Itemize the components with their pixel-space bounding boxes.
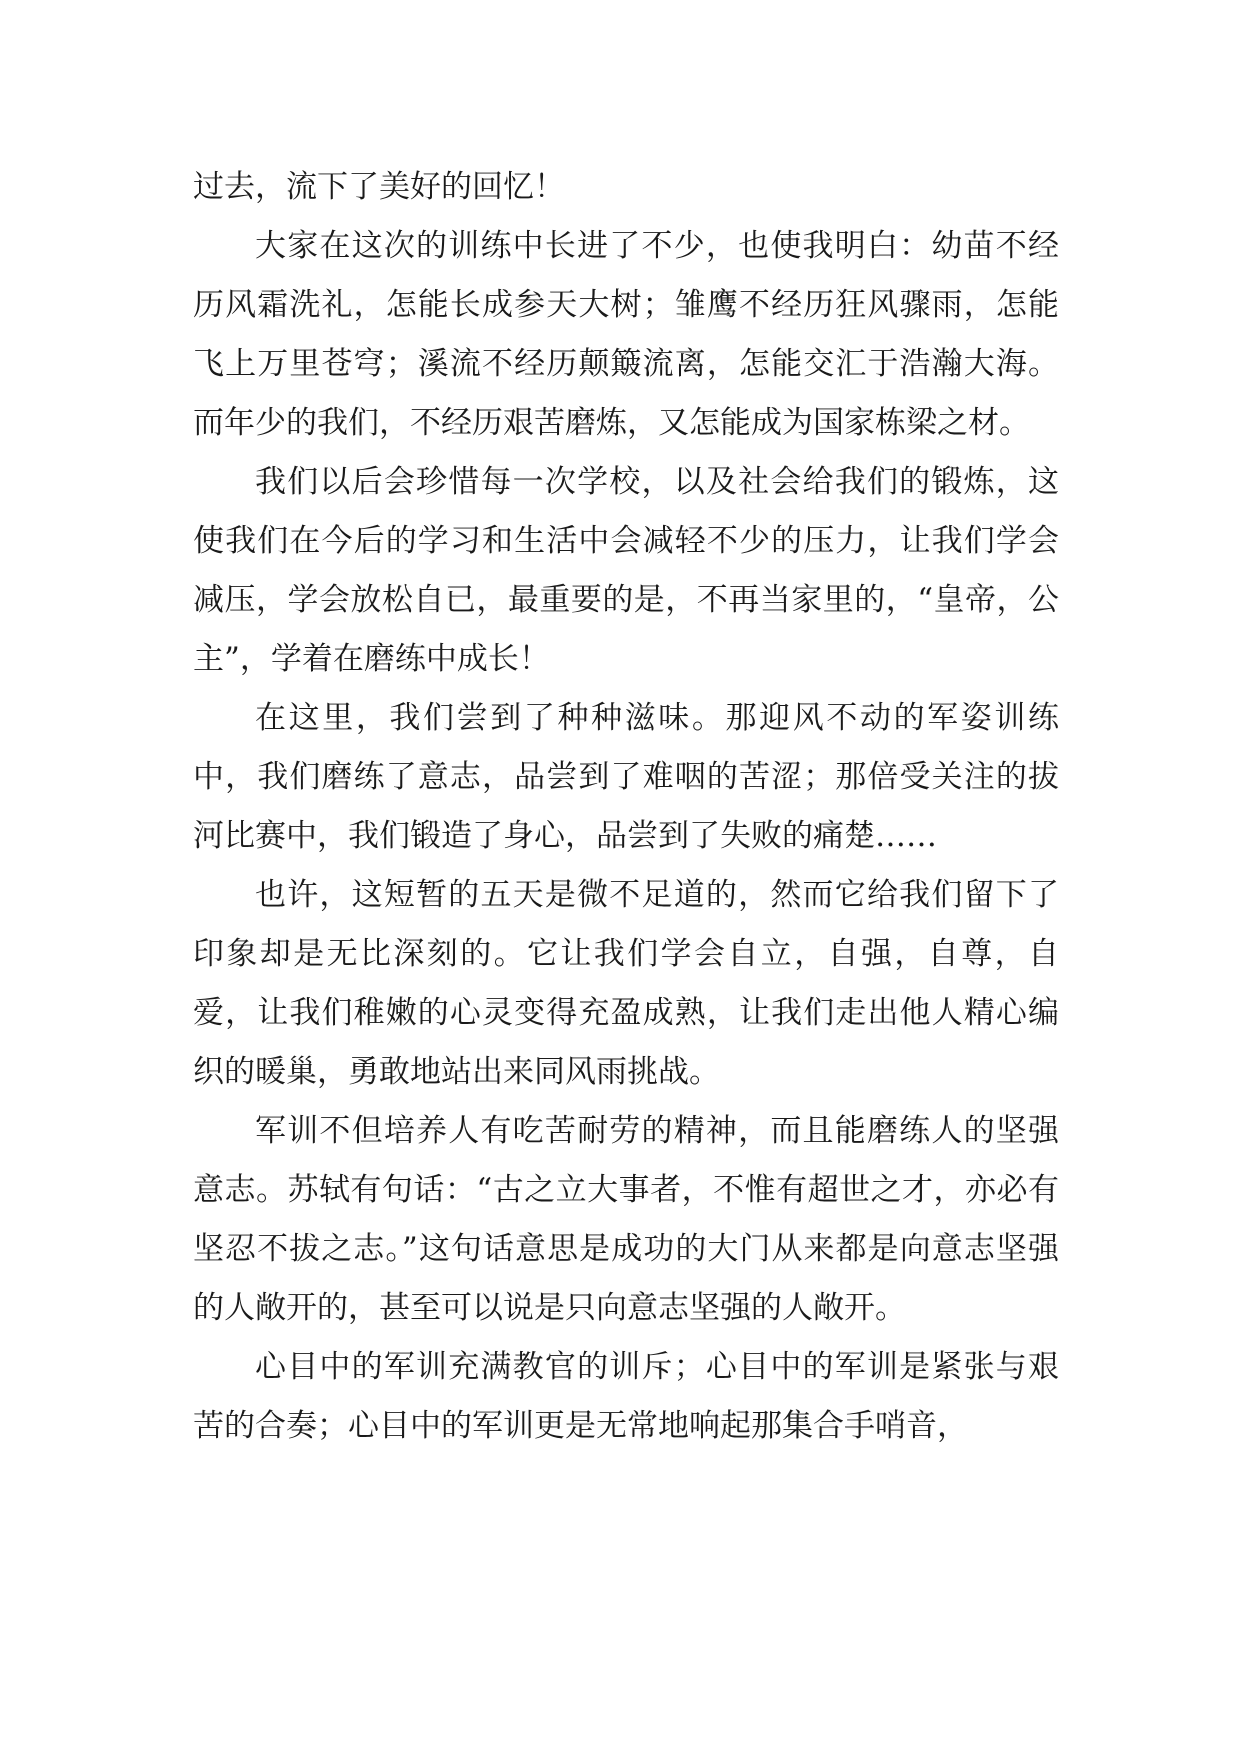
paragraph-2: 大家在这次的训练中长进了不少，也使我明白：幼苗不经历风霜洗礼，怎能长成参天大树；雏鹰不经历狂风骤雨，怎能飞上万里苍穹；溪流不经历颠簸流离，怎能交汇于浩瀚大海。而年少的我们，不经历艰苦磨炼，又怎能成为国家栋梁之材。 [193, 228, 1059, 441]
paragraph-1: 过去，流下了美好的回忆！ [193, 169, 565, 205]
paragraph-3: 我们以后会珍惜每一次学校，以及社会给我们的锻炼，这使我们在今后的学习和生活中会减轻不少的压力，让我们学会减压，学会放松自已，最重要的是，不再当家里的，“皇帝，公主”，学着在磨练中成长！ [193, 464, 1059, 677]
paragraph-7: 心目中的军训充满教官的训斥；心目中的军训是紧张与艰苦的合奏；心目中的军训更是无常地响起那集合手哨音， [193, 1349, 1059, 1444]
paragraph-6: 军训不但培养人有吃苦耐劳的精神，而且能磨练人的坚强意志。苏轼有句话：“古之立大事者，不惟有超世之才，亦必有坚忍不拔之志。”这句话意思是成功的大门从来都是向意志坚强的人敞开的，甚至可以说是只向意志坚强的人敞开。 [193, 1113, 1059, 1326]
document-body [193, 158, 1059, 1456]
paragraph-5: 也许，这短暂的五天是微不足道的，然而它给我们留下了印象却是无比深刻的。它让我们学会自立，自强，自尊，自爱，让我们稚嫩的心灵变得充盈成熟，让我们走出他人精心编织的暖巢，勇敢地站出来同风雨挑战。 [193, 877, 1059, 1090]
paragraph-4: 在这里，我们尝到了种种滋味。那迎风不动的军姿训练中，我们磨练了意志，品尝到了难咽的苦涩；那倍受关注的拔河比赛中，我们锻造了身心，品尝到了失败的痛楚…… [193, 700, 1059, 854]
